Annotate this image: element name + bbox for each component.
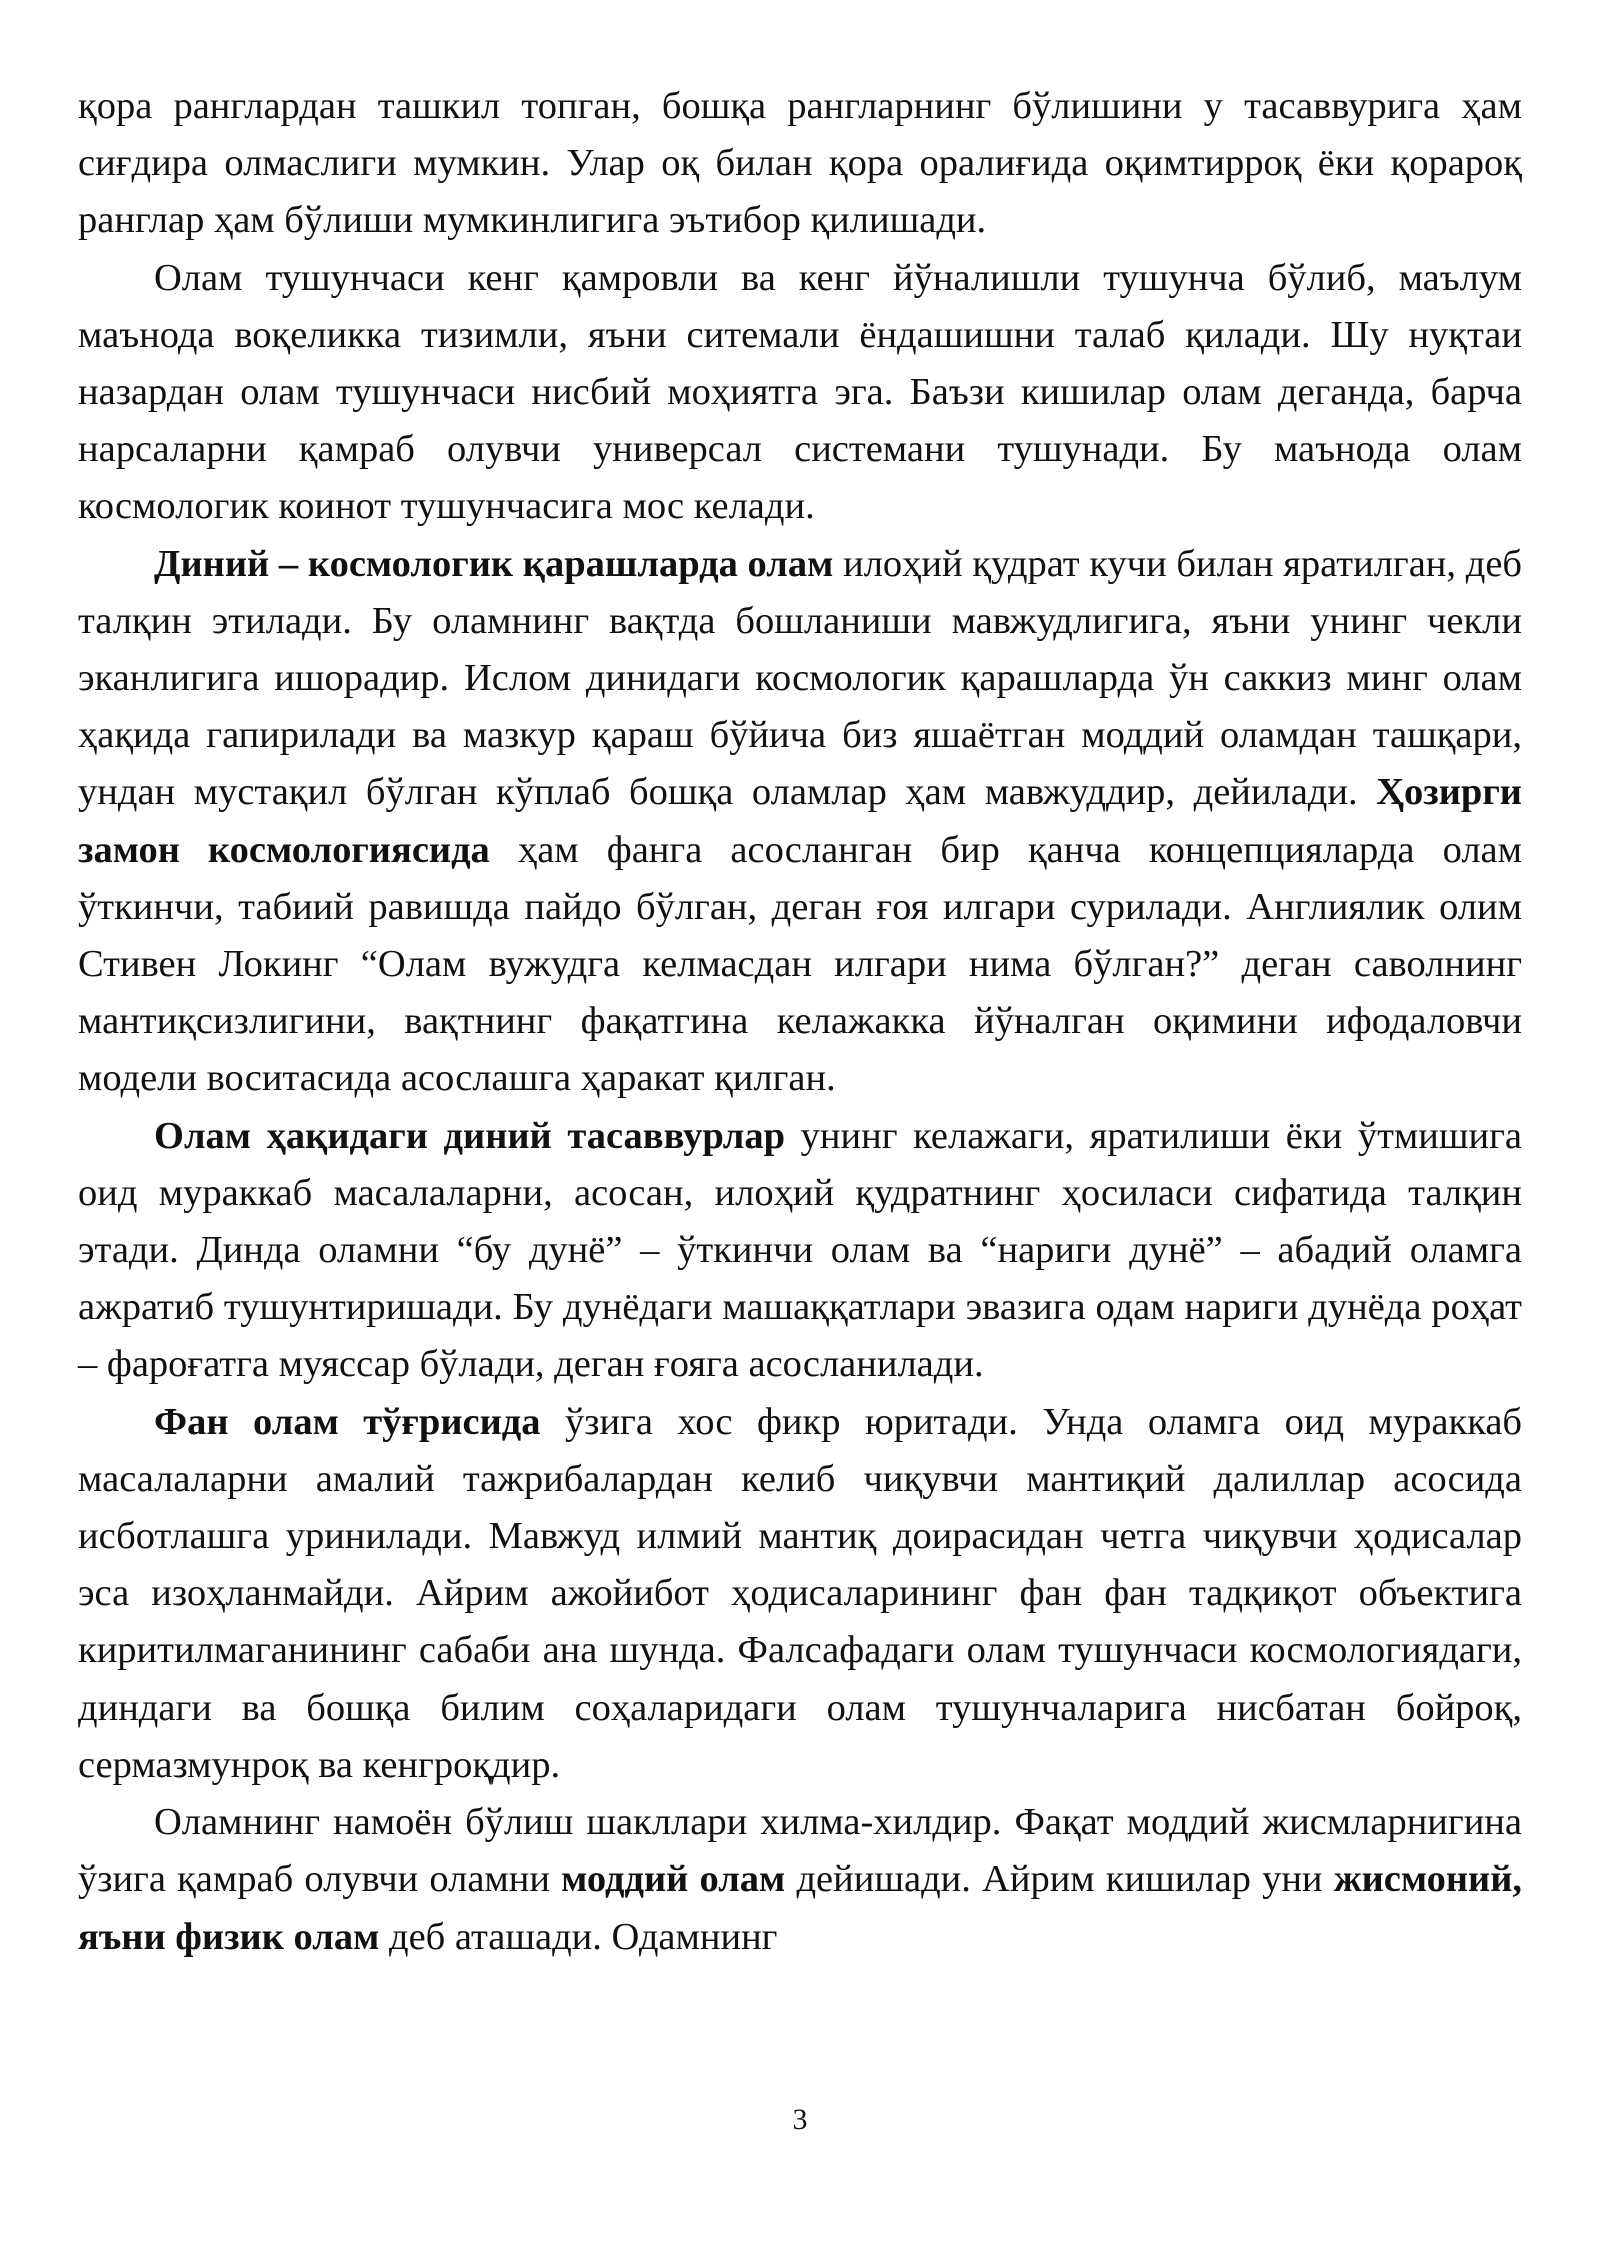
text-run: деб аташади. Одамнинг — [379, 1915, 778, 1958]
document-body — [78, 78, 1522, 1966]
bold-term: моддий олам — [561, 1858, 786, 1901]
text-run: илоҳий қудрат кучи билан яратилган, деб талқин этилади. Бу оламнинг вақтда бошланиши мавжудлигига, яъни унинг чекли эканлигига ишорадир. Ислом динидаги космологик қарашларда ўн саккиз минг олам ҳақида гапирилади ва мазкур қараш бўйича биз яшаётган моддий оламдан ташқари, ундан мустақил бўлган кўплаб бошқа оламлар ҳам мавжуддир, дейилади. — [78, 542, 1522, 814]
text-run: Олам тушунчаси кенг қамровли ва кенг йўналишли тушунча бўлиб, маълум маънода воқеликка тизимли, яъни ситемали ёндашишни талаб қилади. Шу нуқтаи назардан олам тушунчаси нисбий моҳиятга эга. Баъзи кишилар олам деганда, барча нарсаларни қамраб олувчи универсал системани тушунади. Бу маънода олам космологик коинот тушунчасига мос келади. — [78, 256, 1522, 528]
paragraph-3 — [78, 536, 1522, 1108]
paragraph-1 — [78, 78, 1522, 250]
text-run: Оламнинг намоён бўлиш шакллари хилма-хилдир. Фақат моддий жисмларнигина ўзига қамраб олувчи оламни — [78, 1801, 1522, 1901]
paragraph-4 — [78, 1108, 1522, 1394]
page-number: 3 — [792, 2103, 808, 2136]
bold-term: Ҳозирги замон космологиясида — [78, 771, 1522, 871]
paragraph-2 — [78, 250, 1522, 536]
paragraph-6 — [78, 1794, 1522, 1966]
text-run: дейишади. Айрим кишилар уни — [785, 1858, 1334, 1901]
bold-term: Диний – космологик қарашларда олам — [154, 542, 834, 585]
bold-term: Фан олам тўғрисида — [154, 1400, 541, 1443]
text-run: қора ранглардан ташкил топган, бошқа рангларнинг бўлишини у тасаввурига ҳам сиғдира олмаслиги мумкин. Улар оқ билан қора оралиғида оқимтирроқ ёки қорароқ ранглар ҳам бўлиши мумкинлигига эътибор қилишади. — [78, 85, 1522, 242]
text-run: унинг келажаги, яратилиши ёки ўтмишига оид мураккаб масалаларни, асосан, илоҳий қудратнинг ҳосиласи сифатида талқин этади. Динда оламни “бу дунё” – ўткинчи олам ва “нариги дунё” – абадий оламга ажратиб тушунтиришади. Бу дунёдаги машаққатлари эвазига одам нариги дунёда роҳат – фароғатга муяссар бўлади, деган ғояга асосланилади. — [78, 1114, 1522, 1386]
text-run: ўзига хос фикр юритади. Унда оламга оид мураккаб масалаларни амалий тажрибалардан келиб чиқувчи мантиқий далиллар асосида исботлашга уринилади. Мавжуд илмий мантиқ доирасидан четга чиқувчи ҳодисалар эса изоҳланмайди. Айрим ажойибот ҳодисаларининг фан фан тадқиқот объектига киритилмаганининг сабаби ана шунда. Фалсафадаги олам тушунчаси космологиядаги, диндаги ва бошқа билим соҳаларидаги олам тушунчаларига нисбатан бойроқ, сермазмунроқ ва кенгроқдир. — [78, 1400, 1522, 1786]
bold-term: жисмоний, яъни физик олам — [78, 1858, 1523, 1958]
bold-term: Олам ҳақидаги диний тасаввурлар — [154, 1114, 786, 1157]
paragraph-5 — [78, 1394, 1522, 1794]
text-run: ҳам фанга асосланган бир қанча концепцияларда олам ўткинчи, табиий равишда пайдо бўлган, деган ғоя илгари сурилади. Англиялик олим Стивен Локинг “Олам вужудга келмасдан илгари нима бўлган?” деган саволнинг мантиқсизлигини, вақтнинг фақатгина келажакка йўналган оқимини ифодаловчи модели воситасида асослашга ҳаракат қилган. — [78, 828, 1522, 1100]
